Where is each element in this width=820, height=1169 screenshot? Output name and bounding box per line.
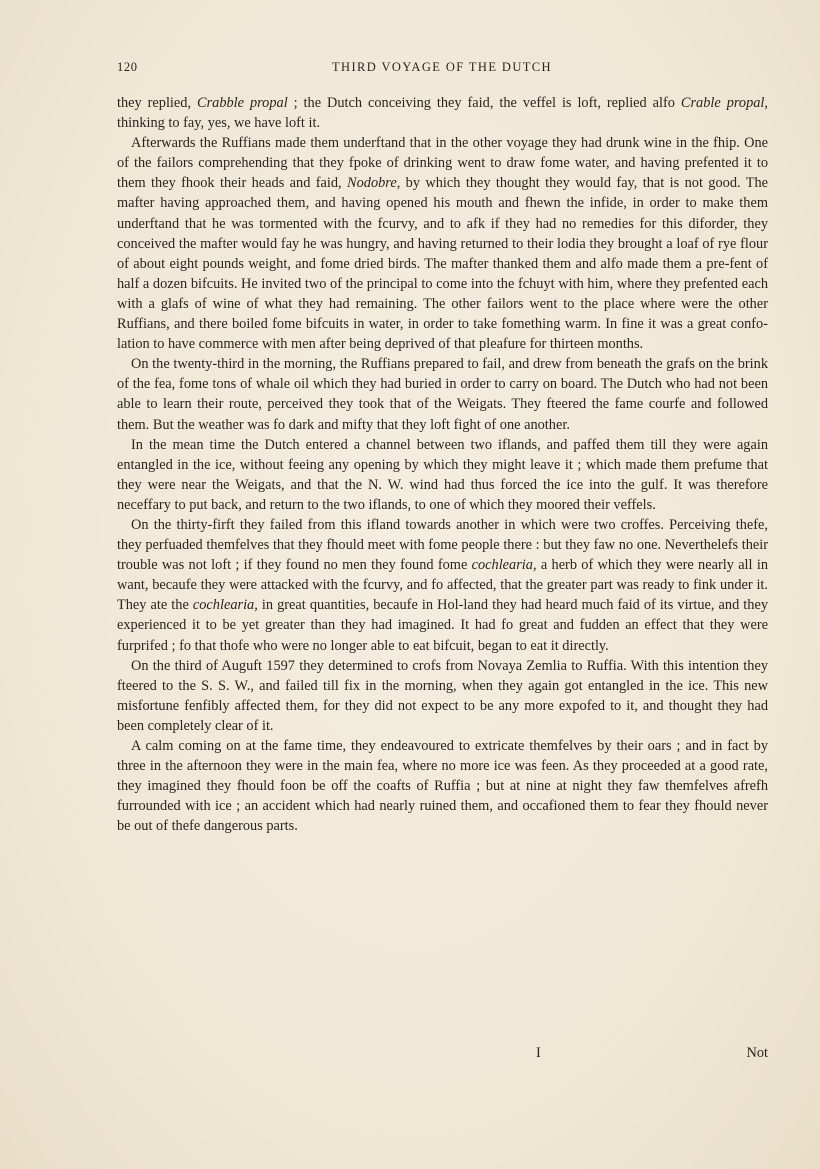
text-run: thinking to fay, yes, we have loft it. bbox=[117, 115, 321, 132]
italic-text: cochlearia, bbox=[192, 597, 258, 614]
text-run: Afterwards the Ruffians made them underftand that in the other voyage they had drunk wine in the fhip. One of the failors comprehending that they fpoke of drinking went to draw fome water, and having prefented it to them they fhook their heads and faid, bbox=[117, 135, 768, 192]
text-run: On the third of Auguft 1597 they determined to crofs from Novaya Zemlia to Ruffia. With this intention they fteered to the S. S. W., and failed till fix in the morning, when they again got entangled in the ice. This new misfortune fenfibly affected them, for they did not expect to be any more expofed to it, and thought they had been completely clear of it. bbox=[117, 657, 768, 734]
text-run: they replied, bbox=[117, 95, 197, 111]
paragraph bbox=[117, 354, 768, 434]
text-run: by which they thought they would fay, that is not good. The mafter having approached them, and having opened his mouth and fhewn the infide, in order to make them underftand that he was tormented with the fcurvy, and to afk if they had no remedies for this diforder, they conceived the mafter would fay he was hungry, and having returned to their lodia they brought a loaf of rye flour of about eight pounds weight, and fome dried birds. The mafter thanked them and alfo made them a pre-fent of half a dozen bifcuits. He invited two of the principal to come into the fchuyt with him, where they prefented each with a glafs of wine of what they had remaining. The other failors went to the place where were the other Ruffians, and there boiled fome bifcuits in water, in order to take fomething warm. In fine it was a great confo-lation to have commerce with men after being deprived of that pleafure for thirteen months. bbox=[117, 175, 768, 353]
text-run: ; the Dutch conceiving they faid, the veffel is loft, replied alfo bbox=[287, 95, 681, 111]
italic-text: Crabble propal bbox=[197, 95, 288, 111]
text-run: a herb of which they were nearly all in want, becaufe they were attacked with the fcurvy, and fo affected, that the greater part was ready to fink under it. They ate the bbox=[117, 557, 768, 614]
text-run: A calm coming on at the fame time, they endeavoured to extricate themfelves by their oars ; and in fact by three in the afternoon they were in the main fea, where no more ice was feen. As they proceeded at a good rate, they imagined they fhould foon be off the coafts of Ruffia ; but at nine at night they faw themfelves afrefh furrounded with ice ; an accident which had nearly ruined them, and occafioned them to fear they fhould never be out of thefe dangerous parts. bbox=[117, 738, 768, 835]
paragraph bbox=[117, 133, 768, 354]
text-run: in great quantities, becaufe in Hol-land they had heard much faid of its virtue, and they experienced it to be yet greater than they had imagined. It had fo great and fudden an effect that they were furprifed ; fo that thofe who were no longer able to eat bifcuit, began to eat it directly. bbox=[117, 597, 768, 654]
paragraph bbox=[117, 93, 768, 133]
page-header bbox=[117, 60, 767, 82]
text-run: On the thirty-firft they failed from this ifland towards another in which were two croffes. Perceiving thefe, they perfuaded themfelves that they fhould meet with fome people there : but they faw no one. Neverthelefs their trouble was not loft ; if they found no men they found fome bbox=[117, 516, 768, 574]
paragraph bbox=[117, 656, 768, 736]
text-run: In the mean time the Dutch entered a channel between two iflands, and paffed them till they were again entangled in the ice, without feeing any opening by which they might leave it ; which made them prefume that they were near the Weigats, and that the N. W. wind had thus forced the ice into the gulf. It was therefore neceffary to put back, and return to the two iflands, to one of which they moored their veffels. bbox=[117, 436, 768, 513]
text-run: On the twenty-third in the morning, the Ruffians prepared to fail, and drew from beneath the grafs on the brink of the fea, fome tons of whale oil which they had buried in order to carry on board. The Dutch who had not been able to learn their route, perceived they took that of the Weigats. They fteered the fame courfe and followed them. But the weather was fo dark and mifty that they loft fight of one another. bbox=[117, 356, 768, 433]
catchword: Not bbox=[746, 1045, 768, 1061]
page-footer bbox=[117, 1045, 768, 1067]
paragraph bbox=[117, 435, 768, 515]
running-head: THIRD VOYAGE OF THE DUTCH bbox=[332, 60, 552, 74]
italic-text: Nodobre, bbox=[347, 175, 401, 192]
italic-text: cochlearia, bbox=[471, 557, 537, 574]
paragraph bbox=[117, 515, 768, 656]
page-number: 120 bbox=[117, 60, 138, 74]
body-text bbox=[117, 93, 768, 836]
italic-text: Crable propal, bbox=[680, 95, 769, 111]
signature-mark: I bbox=[536, 1045, 541, 1061]
paragraph bbox=[117, 736, 768, 836]
